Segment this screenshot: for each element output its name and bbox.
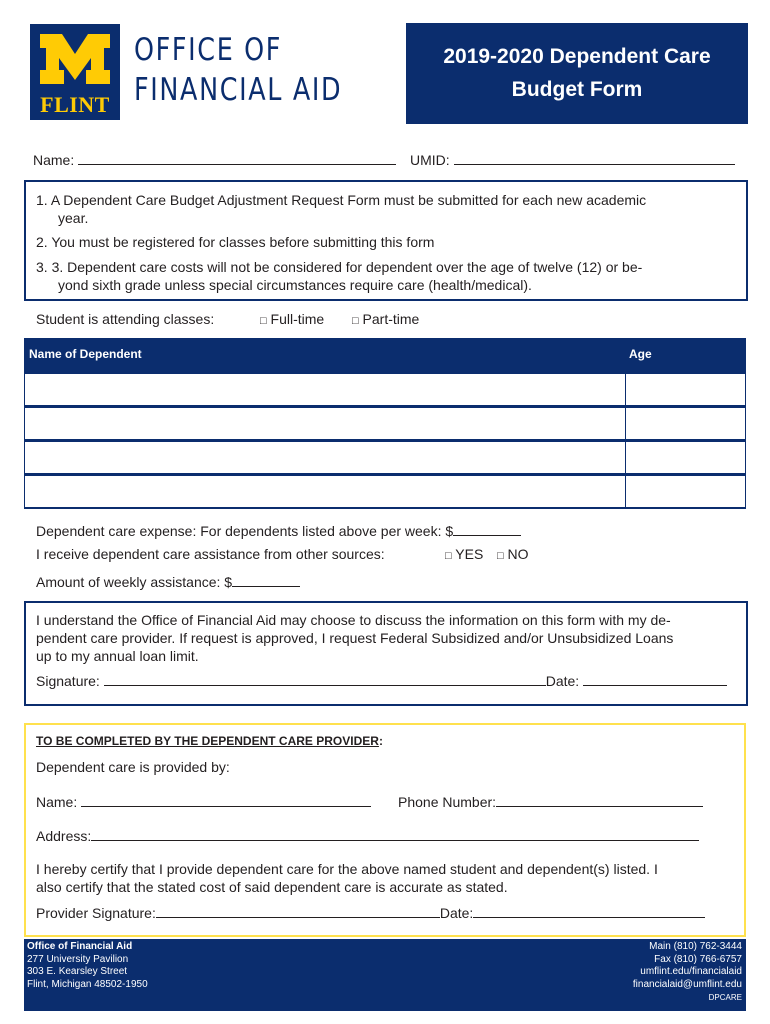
signature-field[interactable] bbox=[104, 671, 546, 686]
column-divider bbox=[625, 408, 626, 439]
footer-website-link[interactable]: umflint.edu/financialaid bbox=[640, 966, 742, 978]
office-title-line1: OFFICE OF bbox=[134, 32, 283, 68]
column-divider bbox=[625, 442, 626, 473]
footer-form-code: DPCARE bbox=[708, 992, 742, 1002]
instruction-item-3: 3. 3. Dependent care costs will not be considered for dependent over the age of twelve (12) or be- yond sixth grade unless special circumstances require care (health/medical). bbox=[36, 259, 643, 293]
column-divider bbox=[625, 476, 626, 507]
footer-fax: Fax (810) 766-6757 bbox=[654, 953, 742, 965]
full-time-checkbox[interactable]: □ bbox=[260, 315, 267, 327]
footer-office-name: Office of Financial Aid bbox=[27, 941, 133, 952]
provider-signature-field[interactable] bbox=[156, 903, 440, 918]
provider-certification: I hereby certify that I provide dependent care for the above named student and dependent(s) listed. I also certify that the stated cost of said dependent care is accurate as stated. bbox=[36, 861, 658, 895]
student-name-label: Name: bbox=[33, 152, 75, 168]
instruction-item-1: 1. A Dependent Care Budget Adjustment Request Form must be submitted for each new academic year. bbox=[36, 192, 647, 226]
part-time-option[interactable] bbox=[352, 311, 419, 327]
agreement-text: I understand the Office of Financial Aid may choose to discuss the information on this form with my de- pendent care provider. If request is approved, I request Federal Subsidized and/or Unsubsidized Loans up to my annual loan limit. bbox=[36, 612, 674, 664]
footer bbox=[24, 939, 746, 1011]
instructions-box bbox=[24, 180, 748, 301]
provider-date-field[interactable] bbox=[473, 903, 705, 918]
footer-contact bbox=[633, 941, 742, 1005]
form-title-box bbox=[406, 23, 748, 124]
no-checkbox[interactable]: □ bbox=[497, 550, 504, 562]
university-logo bbox=[30, 24, 120, 120]
column-age: Age bbox=[629, 347, 652, 361]
provider-address-row bbox=[36, 826, 699, 844]
table-row[interactable] bbox=[24, 406, 746, 440]
weekly-assistance-label: Amount of weekly assistance: $ bbox=[36, 574, 233, 590]
column-name-of-dependent: Name of Dependent bbox=[29, 347, 142, 361]
full-time-label: Full-time bbox=[270, 311, 325, 327]
weekly-assistance-row bbox=[36, 572, 300, 590]
date-label: Date: bbox=[545, 673, 580, 689]
expense-field[interactable] bbox=[453, 521, 521, 536]
office-title bbox=[134, 30, 342, 110]
part-time-checkbox[interactable]: □ bbox=[352, 315, 359, 327]
yes-checkbox[interactable]: □ bbox=[445, 550, 452, 562]
part-time-label: Part-time bbox=[362, 311, 420, 327]
weekly-assistance-field[interactable] bbox=[232, 572, 300, 587]
date-field[interactable] bbox=[583, 671, 727, 686]
provider-address-field[interactable] bbox=[91, 826, 699, 841]
no-label: NO bbox=[507, 546, 529, 562]
assistance-no-option[interactable] bbox=[497, 546, 529, 562]
provider-phone-label: Phone Number: bbox=[398, 794, 497, 810]
student-name-field[interactable] bbox=[78, 150, 396, 165]
umid-label: UMID: bbox=[410, 152, 450, 168]
dependents-table bbox=[24, 338, 746, 509]
footer-main-phone: Main (810) 762-3444 bbox=[649, 941, 742, 952]
logo-city-text: FLINT bbox=[40, 92, 110, 117]
student-name-row bbox=[33, 150, 396, 168]
instruction-item-2: 2. You must be registered for classes before submitting this form bbox=[36, 234, 435, 250]
form-title-line1: 2019-2020 Dependent Care bbox=[443, 45, 711, 68]
umid-field[interactable] bbox=[454, 150, 735, 165]
provider-name-label: Name: bbox=[36, 794, 78, 810]
assistance-yes-option[interactable] bbox=[445, 546, 483, 562]
umid-row bbox=[410, 150, 735, 168]
attendance-label: Student is attending classes: bbox=[36, 311, 215, 327]
assistance-label: I receive dependent care assistance from other sources: bbox=[36, 546, 385, 562]
form-title-line2: Budget Form bbox=[511, 78, 643, 101]
block-m-logo-icon bbox=[30, 30, 120, 88]
provider-name-row bbox=[36, 792, 371, 810]
provider-signature-row bbox=[36, 903, 705, 921]
provider-name-field[interactable] bbox=[81, 792, 371, 807]
expense-label: Dependent care expense: For dependents listed above per week: $ bbox=[36, 523, 454, 539]
provider-signature-label: Provider Signature: bbox=[36, 905, 156, 921]
expense-row bbox=[36, 521, 521, 539]
agreement-box bbox=[24, 601, 748, 706]
full-time-option[interactable] bbox=[260, 311, 324, 327]
table-row[interactable] bbox=[24, 474, 746, 509]
table-header bbox=[24, 338, 746, 372]
yes-label: YES bbox=[455, 546, 484, 562]
signature-label: Signature: bbox=[36, 673, 100, 689]
column-divider bbox=[625, 374, 626, 405]
provider-address-label: Address: bbox=[36, 828, 92, 844]
provider-section bbox=[24, 723, 746, 937]
table-row[interactable] bbox=[24, 440, 746, 474]
footer-email-link[interactable]: financialaid@umflint.edu bbox=[632, 979, 742, 991]
footer-address: Office of Financial Aid 277 University Pavilion 303 E. Kearsley Street Flint, Michigan 48502-1950 bbox=[27, 941, 148, 991]
table-row[interactable] bbox=[24, 372, 746, 406]
provider-phone-field[interactable] bbox=[496, 792, 703, 807]
provider-intro: Dependent care is provided by: bbox=[36, 759, 230, 775]
provider-phone-row bbox=[398, 792, 703, 810]
signature-row bbox=[36, 671, 727, 689]
office-title-line2: FINANCIAL AID bbox=[134, 72, 343, 108]
provider-heading: TO BE COMPLETED BY THE DEPENDENT CARE PROVIDER: bbox=[36, 734, 383, 748]
provider-date-label: Date: bbox=[439, 905, 474, 921]
